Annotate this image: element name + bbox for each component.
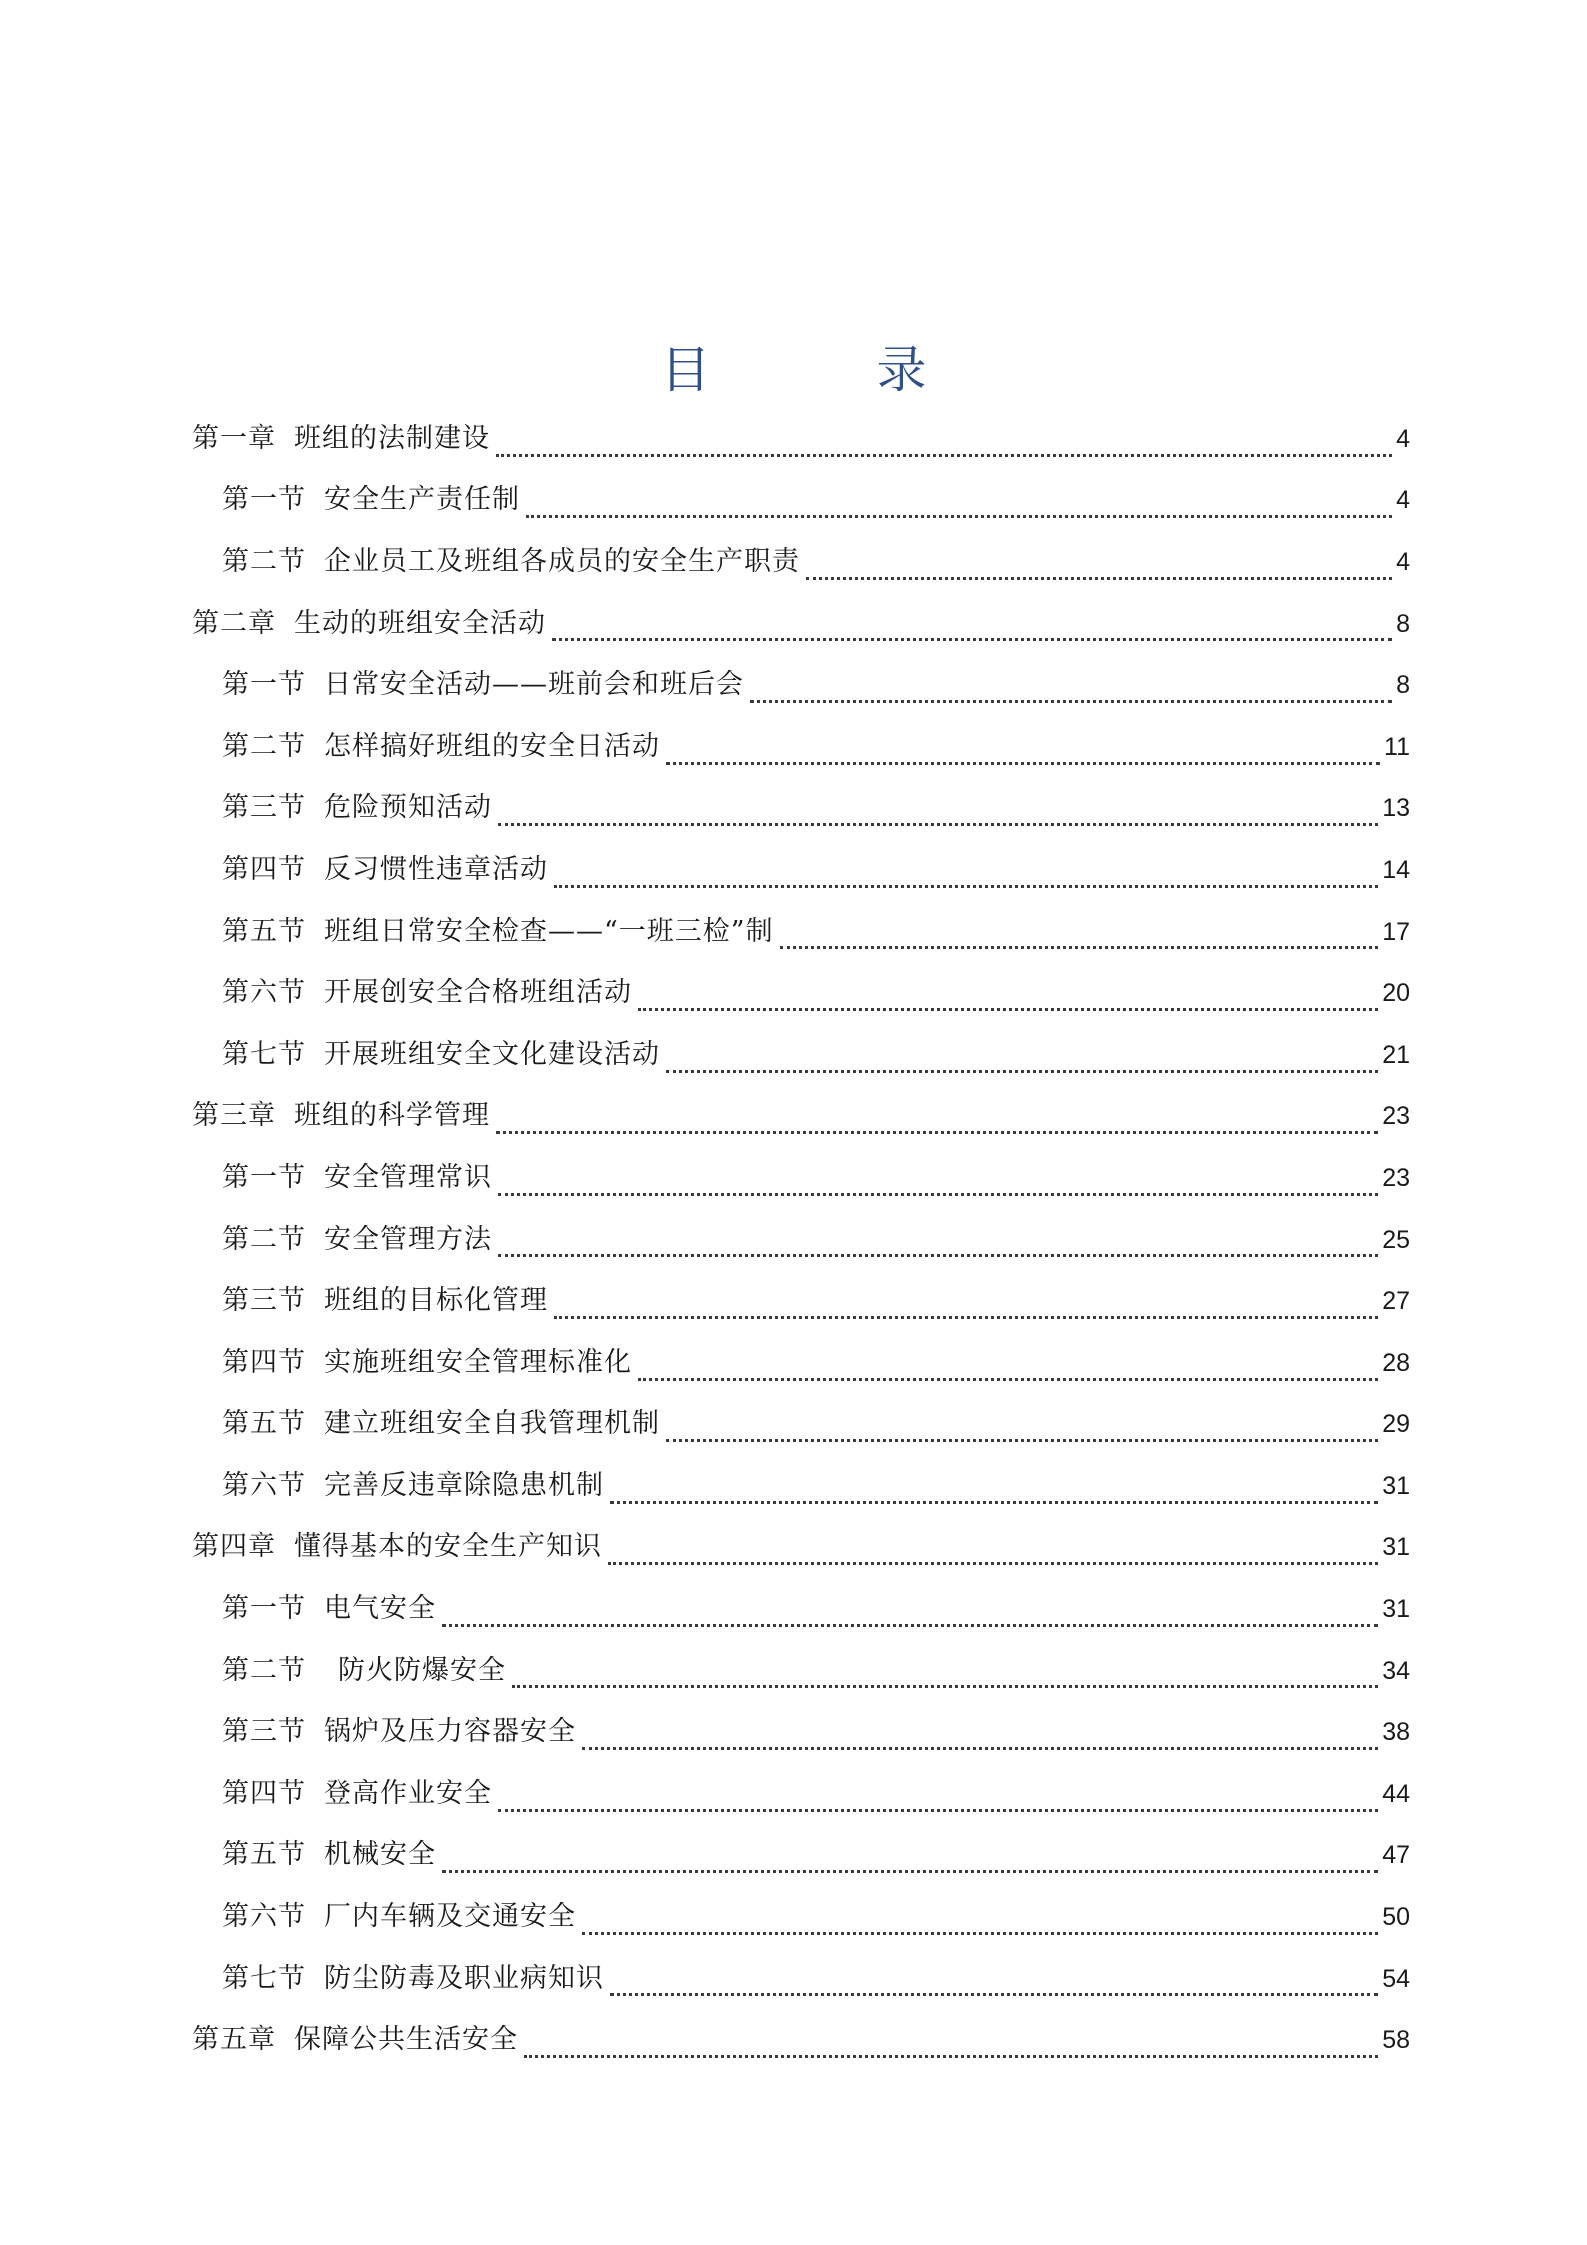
entry-number: 第一节 xyxy=(222,484,306,516)
entry-title: 完善反违章除隐患机制 xyxy=(324,1469,604,1501)
entry-page-number: 23 xyxy=(1382,1102,1410,1131)
entry-title: 开展创安全合格班组活动 xyxy=(324,977,632,1009)
entry-number: 第五节 xyxy=(222,915,306,947)
entry-page-number: 28 xyxy=(1382,1348,1410,1377)
toc-title: 目 录 xyxy=(660,341,985,399)
toc-section-entry[interactable] xyxy=(192,1640,1410,1702)
dot-leader xyxy=(554,1316,1378,1319)
toc-section-entry[interactable] xyxy=(192,1825,1410,1887)
entry-title: 厂内车辆及交通安全 xyxy=(324,1901,576,1933)
dot-leader xyxy=(554,885,1378,888)
entry-page-number: 38 xyxy=(1382,1718,1410,1747)
entry-number: 第三章 xyxy=(192,1100,276,1132)
dot-leader xyxy=(442,1624,1378,1627)
entry-number: 第三节 xyxy=(222,792,306,824)
entry-title: 防火防爆安全 xyxy=(338,1654,506,1686)
entry-number: 第二章 xyxy=(192,607,276,639)
entry-number: 第六节 xyxy=(222,977,306,1009)
entry-title: 防尘防毒及职业病知识 xyxy=(324,1962,604,1994)
dot-leader xyxy=(666,1070,1378,1073)
toc-section-entry[interactable] xyxy=(192,1270,1410,1332)
entry-page-number: 4 xyxy=(1396,547,1410,576)
toc-section-entry[interactable] xyxy=(192,1394,1410,1456)
entry-page-number: 31 xyxy=(1382,1595,1410,1624)
toc-section-entry[interactable] xyxy=(192,1147,1410,1209)
toc-chapter-entry[interactable] xyxy=(192,1086,1410,1148)
dot-leader xyxy=(552,638,1392,641)
toc-section-entry[interactable] xyxy=(192,1332,1410,1394)
entry-title: 班组的法制建设 xyxy=(294,422,490,454)
entry-page-number: 54 xyxy=(1382,1964,1410,1993)
entry-number: 第一章 xyxy=(192,422,276,454)
toc-section-entry[interactable] xyxy=(192,654,1410,716)
entry-title: 开展班组安全文化建设活动 xyxy=(324,1038,660,1070)
toc-section-entry[interactable] xyxy=(192,901,1410,963)
toc-chapter-entry[interactable] xyxy=(192,1517,1410,1579)
dot-leader xyxy=(524,2055,1378,2058)
entry-title: 企业员工及班组各成员的安全生产职责 xyxy=(324,545,800,577)
dot-leader xyxy=(496,454,1392,457)
entry-number: 第二节 xyxy=(222,1654,306,1686)
entry-title: 实施班组安全管理标准化 xyxy=(324,1346,632,1378)
toc-section-entry[interactable] xyxy=(192,778,1410,840)
toc-section-entry[interactable] xyxy=(192,531,1410,593)
toc-section-entry[interactable] xyxy=(192,1578,1410,1640)
dot-leader xyxy=(442,1870,1378,1873)
entry-page-number: 8 xyxy=(1396,609,1410,638)
entry-title: 反习惯性违章活动 xyxy=(324,853,548,885)
entry-number: 第五章 xyxy=(192,2024,276,2056)
entry-number: 第三节 xyxy=(222,1285,306,1317)
dot-leader xyxy=(610,1501,1378,1504)
entry-page-number: 25 xyxy=(1382,1225,1410,1254)
entry-page-number: 44 xyxy=(1382,1779,1410,1808)
entry-title: 安全生产责任制 xyxy=(324,484,520,516)
entry-number: 第六节 xyxy=(222,1901,306,1933)
toc-section-entry[interactable] xyxy=(192,1701,1410,1763)
entry-page-number: 23 xyxy=(1382,1163,1410,1192)
entry-page-number: 50 xyxy=(1382,1903,1410,1932)
dot-leader xyxy=(526,515,1392,518)
toc-chapter-entry[interactable] xyxy=(192,593,1410,655)
entry-number: 第三节 xyxy=(222,1716,306,1748)
entry-page-number: 34 xyxy=(1382,1656,1410,1685)
entry-title: 班组的目标化管理 xyxy=(324,1285,548,1317)
entry-number: 第五节 xyxy=(222,1839,306,1871)
entry-page-number: 14 xyxy=(1382,855,1410,884)
entry-number: 第二节 xyxy=(222,545,306,577)
entry-number: 第一节 xyxy=(222,1593,306,1625)
toc-section-entry[interactable] xyxy=(192,839,1410,901)
entry-number: 第一节 xyxy=(222,669,306,701)
dot-leader xyxy=(498,1193,1378,1196)
toc-section-entry[interactable] xyxy=(192,1886,1410,1948)
entry-title: 班组的科学管理 xyxy=(294,1100,490,1132)
entry-title: 班组日常安全检查——“一班三检”制 xyxy=(324,915,774,947)
dot-leader xyxy=(498,823,1378,826)
dot-leader xyxy=(638,1378,1378,1381)
dot-leader xyxy=(496,1131,1378,1134)
toc-section-entry[interactable] xyxy=(192,1948,1410,2010)
entry-number: 第一节 xyxy=(222,1161,306,1193)
entry-page-number: 11 xyxy=(1384,732,1410,761)
entry-page-number: 4 xyxy=(1396,424,1410,453)
entry-number: 第四章 xyxy=(192,1531,276,1563)
entry-title: 生动的班组安全活动 xyxy=(294,607,546,639)
entry-page-number: 13 xyxy=(1382,794,1410,823)
entry-title: 锅炉及压力容器安全 xyxy=(324,1716,576,1748)
dot-leader xyxy=(610,1993,1378,1996)
entry-number: 第四节 xyxy=(222,1346,306,1378)
toc-section-entry[interactable] xyxy=(192,1763,1410,1825)
dot-leader xyxy=(582,1747,1378,1750)
entry-number: 第二节 xyxy=(222,1223,306,1255)
dot-leader xyxy=(666,762,1380,765)
entry-number: 第二节 xyxy=(222,730,306,762)
toc-chapter-entry[interactable] xyxy=(192,2009,1410,2071)
dot-leader xyxy=(512,1685,1378,1688)
entry-page-number: 8 xyxy=(1396,671,1410,700)
toc-section-entry[interactable] xyxy=(192,962,1410,1024)
dot-leader xyxy=(498,1254,1378,1257)
toc-chapter-entry[interactable] xyxy=(192,408,1410,470)
entry-number: 第四节 xyxy=(222,853,306,885)
entry-page-number: 20 xyxy=(1382,979,1410,1008)
entry-title: 日常安全活动——班前会和班后会 xyxy=(324,669,744,701)
entry-page-number: 47 xyxy=(1382,1841,1410,1870)
toc-section-entry[interactable] xyxy=(192,1209,1410,1271)
entry-title: 懂得基本的安全生产知识 xyxy=(294,1531,602,1563)
toc-section-entry[interactable] xyxy=(192,1024,1410,1086)
entry-page-number: 4 xyxy=(1396,486,1410,515)
entry-page-number: 21 xyxy=(1382,1040,1410,1069)
dot-leader xyxy=(608,1562,1378,1565)
toc-list xyxy=(192,408,1410,2071)
dot-leader xyxy=(638,1008,1378,1011)
entry-page-number: 27 xyxy=(1382,1287,1410,1316)
entry-number: 第五节 xyxy=(222,1408,306,1440)
entry-number: 第七节 xyxy=(222,1962,306,1994)
entry-title: 建立班组安全自我管理机制 xyxy=(324,1408,660,1440)
entry-title: 保障公共生活安全 xyxy=(294,2024,518,2056)
entry-title: 怎样搞好班组的安全日活动 xyxy=(324,730,660,762)
entry-page-number: 29 xyxy=(1382,1410,1410,1439)
entry-number: 第四节 xyxy=(222,1777,306,1809)
toc-section-entry[interactable] xyxy=(192,470,1410,532)
entry-number: 第六节 xyxy=(222,1469,306,1501)
entry-number: 第七节 xyxy=(222,1038,306,1070)
entry-title: 电气安全 xyxy=(324,1593,436,1625)
toc-section-entry[interactable] xyxy=(192,716,1410,778)
entry-title: 登高作业安全 xyxy=(324,1777,492,1809)
dot-leader xyxy=(806,577,1392,580)
entry-title: 安全管理常识 xyxy=(324,1161,492,1193)
entry-page-number: 17 xyxy=(1382,917,1410,946)
entry-title: 机械安全 xyxy=(324,1839,436,1871)
dot-leader xyxy=(780,946,1379,949)
dot-leader xyxy=(498,1809,1378,1812)
entry-page-number: 31 xyxy=(1382,1471,1410,1500)
entry-title: 危险预知活动 xyxy=(324,792,492,824)
dot-leader xyxy=(666,1439,1378,1442)
dot-leader xyxy=(750,700,1392,703)
entry-title: 安全管理方法 xyxy=(324,1223,492,1255)
toc-section-entry[interactable] xyxy=(192,1455,1410,1517)
entry-page-number: 58 xyxy=(1382,2026,1410,2055)
dot-leader xyxy=(582,1932,1378,1935)
entry-page-number: 31 xyxy=(1382,1533,1410,1562)
